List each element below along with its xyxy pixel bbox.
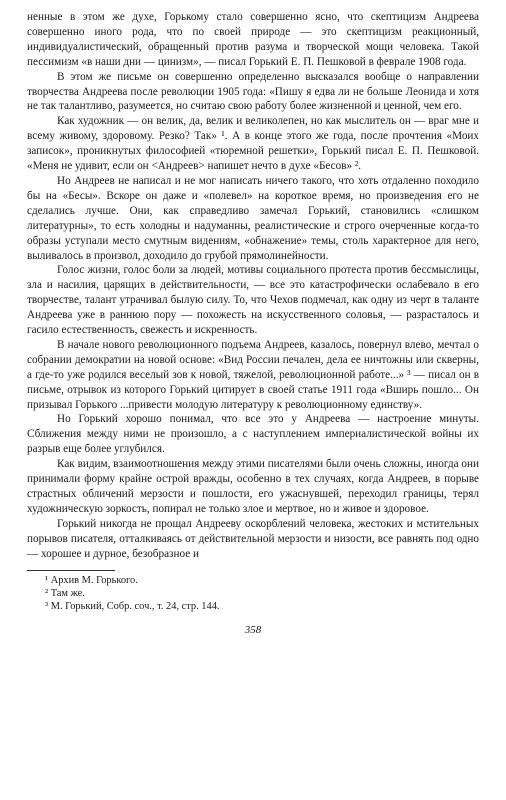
- paragraph-2: В этом же письме он совершенно определенно высказался вообще о направлении творчества Андреева после революции 1905 года: «Пишу я едва ли не больше Леонида и хотя не так талантливо, разумеется, но считаю свою работу более жизненной и ценной, чем его.: [27, 70, 479, 113]
- paragraph-4: Но Андреев не написал и не мог написать ничего такого, что хоть отдаленно походило бы на «Бесы». Вскоре он даже и «полевел» на короткое время, но произведения его не сделались лучше. Они, как справедливо замечал Горький, становились «слишком литературны», то есть холодны и надуманны, реалистические и строго очерченные когда-то образы уступали место смутным видениям, «обнажение» темы, столь характерное для него, выливалось в произвол, доходило до грубой прямолинейности.: [27, 174, 479, 262]
- footnote-2: ² Там же.: [45, 587, 85, 599]
- paragraph-9: Горький никогда не прощал Андрееву оскорблений человека, жестоких и мстительных порывов писателя, отталкиваясь от действительной мерзости и низости, все равнять под одно — хорошее и дурное, безобразное и: [27, 517, 479, 560]
- paragraph-5: Голос жизни, голос боли за людей, мотивы социального протеста против бессмыслицы, зла и насилия, царящих в действительности, — все это катастрофически ослабевало в его творчестве, талант утрачивал былую силу. То, что Чехов подмечал, как одну из черт в таланте Андреева уже в раннюю пору — похожесть на искусственного соловья, — разрасталось и гасило естественность, свежесть и искренность.: [27, 264, 479, 337]
- paragraph-1: ненные в этом же духе, Горькому стало совершенно ясно, что скептицизм Андреева совершенно иного рода, что по своей природе — это скептицизм реакционный, индивидуалистический, обращенный против разума и творческой мощи человека. Такой пессимизм «в наши дни — цинизм», — писал Горький Е. П. Пешковой в феврале 1908 года.: [27, 11, 479, 68]
- footnote-1: ¹ Архив М. Горького.: [45, 574, 138, 586]
- footnote-divider: [27, 570, 115, 571]
- paragraph-8: Как видим, взаимоотношения между этими писателями были очень сложны, иногда они принимали форму крайне острой вражды, особенно в тех случаях, когда Андреев, в порыве страстных обличений мерзости и пошлости, его ужаснувшей, переходил границы, терял художническую зоркость, попирал не только злое и мертвое, но и живое и здоровое.: [27, 458, 479, 515]
- paragraph-7: Но Горький хорошо понимал, что все это у Андреева — настроение минуты. Сближения между ними не произошло, а с наступлением империалистической войны их разрыв еще более углубился.: [27, 413, 479, 456]
- footnote-3: ³ М. Горький, Собр. соч., т. 24, стр. 144.: [45, 600, 220, 612]
- page-number: 358: [244, 624, 262, 637]
- book-page: [27, 10, 479, 638]
- paragraph-3: Как художник — он велик, да, велик и великолепен, но как мыслитель он — враг мне и всему живому, здоровому. Резко? Так» ¹. А в конце этого же года, после прочтения «Моих записок», проникнутых философией «тюремной решетки», Горький писал Е. П. Пешковой. «Меня не удивит, если он <Андреев> напишет нечто в духе «Бесов» ².: [27, 115, 479, 173]
- paragraph-6: В начале нового революционного подъема Андреев, казалось, повернул влево, мечтал о собрании демократии на новой основе: «Вид России печален, дела ее ничтожны или скверны, а где-то уже родился веселый зов к новой, тяжелой, революционной работе...» ³ — писал он в письме, отрывок из которого Горький цитирует в своей статье 1911 года «Вширь пошло... Он призывал Горького ...привести молодую литературу к революционному единству».: [27, 338, 479, 411]
